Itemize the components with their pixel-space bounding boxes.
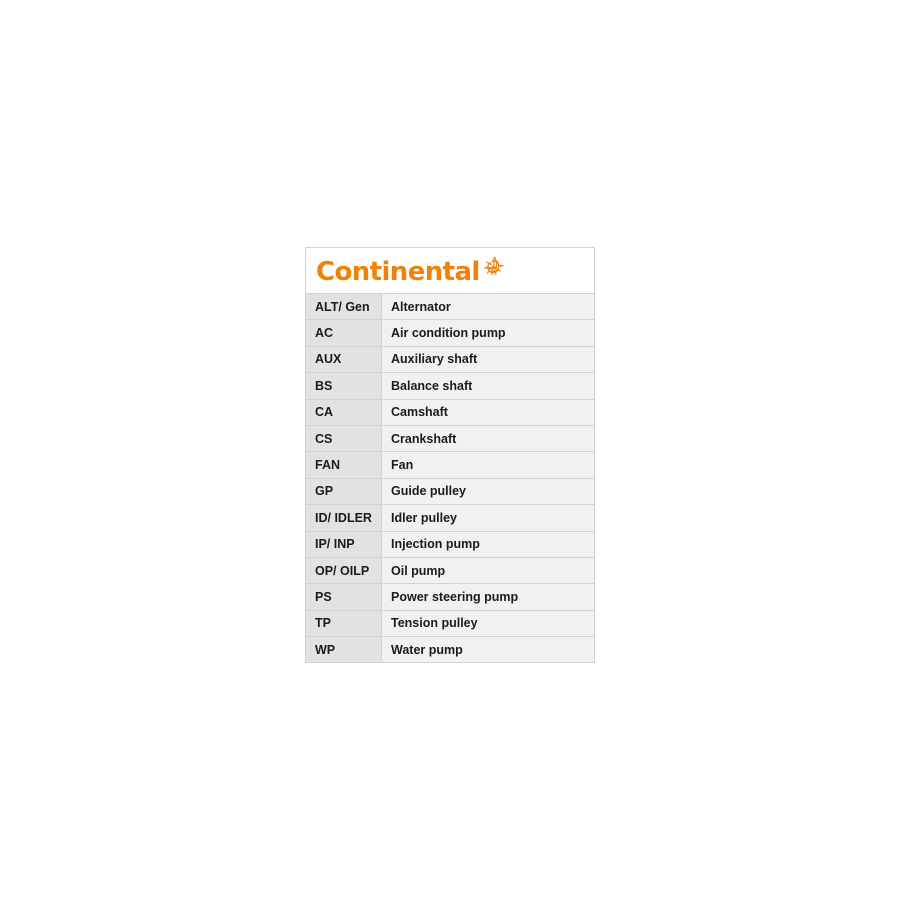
- legend-desc: Alternator: [382, 294, 594, 319]
- legend-abbr: AC: [306, 320, 382, 345]
- legend-abbr: ALT/ Gen: [306, 294, 382, 319]
- legend-desc: Tension pulley: [382, 611, 594, 636]
- legend-abbr: CS: [306, 426, 382, 451]
- table-row: [306, 373, 594, 399]
- legend-desc: Oil pump: [382, 558, 594, 583]
- legend-desc: Air condition pump: [382, 320, 594, 345]
- legend-abbr: FAN: [306, 452, 382, 477]
- legend-abbr: OP/ OILP: [306, 558, 382, 583]
- legend-desc: Balance shaft: [382, 373, 594, 398]
- brand-header: [306, 248, 594, 294]
- legend-abbr: ID/ IDLER: [306, 505, 382, 530]
- table-row: [306, 558, 594, 584]
- legend-desc: Water pump: [382, 637, 594, 662]
- table-row: [306, 637, 594, 663]
- legend-abbr: IP/ INP: [306, 532, 382, 557]
- legend-abbr: WP: [306, 637, 382, 662]
- table-row: [306, 347, 594, 373]
- legend-desc: Guide pulley: [382, 479, 594, 504]
- table-row: [306, 400, 594, 426]
- legend-abbr: TP: [306, 611, 382, 636]
- continental-horse-icon: [482, 256, 506, 282]
- table-row: [306, 320, 594, 346]
- table-row: [306, 584, 594, 610]
- legend-abbr: CA: [306, 400, 382, 425]
- legend-abbr: AUX: [306, 347, 382, 372]
- legend-desc: Power steering pump: [382, 584, 594, 609]
- legend-desc: Auxiliary shaft: [382, 347, 594, 372]
- legend-desc: Idler pulley: [382, 505, 594, 530]
- table-row: [306, 479, 594, 505]
- legend-abbr: BS: [306, 373, 382, 398]
- legend-desc: Camshaft: [382, 400, 594, 425]
- legend-abbr: PS: [306, 584, 382, 609]
- table-row: [306, 294, 594, 320]
- table-row: [306, 532, 594, 558]
- abbreviation-legend-card: [305, 247, 595, 663]
- legend-abbr: GP: [306, 479, 382, 504]
- table-row: [306, 505, 594, 531]
- table-row: [306, 426, 594, 452]
- legend-desc: Injection pump: [382, 532, 594, 557]
- brand-wordmark: Continental: [316, 256, 480, 287]
- table-row: [306, 611, 594, 637]
- legend-desc: Fan: [382, 452, 594, 477]
- legend-desc: Crankshaft: [382, 426, 594, 451]
- table-row: [306, 452, 594, 478]
- continental-logo: [316, 256, 506, 287]
